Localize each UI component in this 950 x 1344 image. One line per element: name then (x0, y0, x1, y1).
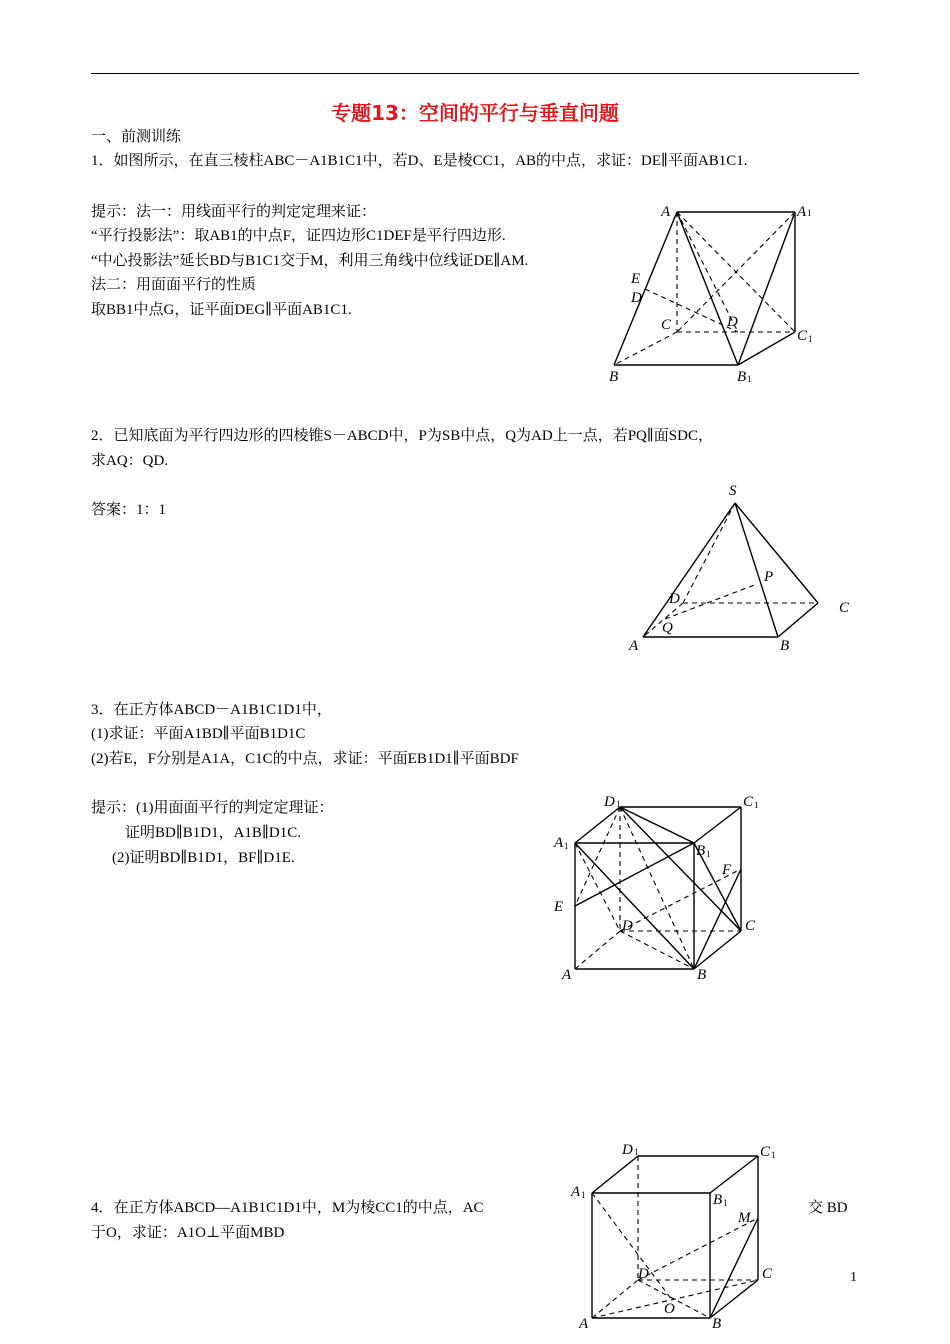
problem-3-hint-line: 提示：(1)用面面平行的判定定理证： (91, 800, 334, 816)
label-F: F (722, 862, 732, 878)
label-A1: A (797, 204, 807, 220)
problem-1-hint-line: 取BB1中点G，证平面DEG∥平面AB1C1. (91, 302, 352, 318)
label-B1: B (696, 843, 706, 859)
problem-3-question-line: (1)求证：平面A1BD∥平面B1D1C (91, 726, 306, 742)
label-Q: Q (662, 620, 673, 636)
label-C1: C (760, 1144, 771, 1160)
problem-1-hint-line: “中心投影法”延长BD与B1C1交于M，利用三角线中位线证DE∥AM. (91, 253, 529, 269)
label-sub: 1 (616, 799, 621, 809)
label-C: C (762, 1266, 773, 1282)
label-sub: 1 (723, 1198, 728, 1208)
label-sub: 1 (771, 1150, 776, 1160)
problem-1-question: 1．如图所示，在直三棱柱ABC－A1B1C1中，若D、E是棱CC1，AB的中点，求证：DE∥平面AB1C1. (91, 153, 748, 169)
label-B: B (697, 967, 707, 983)
problem-3-question-line: (2)若E，F分别是A1A，C1C的中点，求证：平面EB1D1∥平面BDF (91, 751, 519, 767)
label-D: D (638, 1266, 649, 1282)
problem-1-hint-line: 法二：用面面平行的性质 (91, 277, 257, 293)
label-S: S (729, 483, 737, 499)
problem-1-hint-line: “平行投影法”：取AB1的中点F，证四边形C1DEF是平行四边形. (91, 228, 506, 244)
figure-1-prism (609, 204, 813, 385)
label-M: M (738, 1210, 751, 1226)
label-sub: 1 (706, 849, 711, 859)
label-A1: A (554, 835, 564, 851)
problem-3-hint-line: 证明BD∥B1D1，A1B∥D1C. (125, 825, 301, 841)
label-E: E (554, 899, 564, 915)
label-P: P (764, 569, 774, 585)
figure-3-cube (553, 794, 759, 983)
label-B: B (712, 1316, 722, 1332)
problem-2-question-line: 求AQ：QD. (91, 453, 169, 469)
label-sub: 1 (807, 208, 812, 218)
label-sub: 1 (564, 841, 569, 851)
label-D: D (669, 591, 680, 607)
label-B: B (609, 369, 619, 385)
problem-4-question-part: 交 BD (808, 1200, 848, 1216)
label-C: C (745, 918, 756, 934)
page-number: 1 (850, 1270, 857, 1285)
label-sub: 1 (634, 1147, 639, 1157)
label-D: D (631, 290, 642, 306)
label-D: D (622, 918, 633, 934)
problem-2-answer: 答案：1：1 (91, 502, 167, 518)
label-sub: 1 (754, 800, 759, 810)
section-heading: 一、前测训练 (91, 129, 182, 145)
figure-2-pyramid (628, 483, 850, 654)
problem-4-question-part: 于O，求证：A1O⊥平面MBD (91, 1225, 285, 1241)
label-A: A (629, 638, 639, 654)
label-D-inner: D (727, 314, 738, 330)
label-A1: A (571, 1184, 581, 1200)
label-O: O (664, 1301, 675, 1317)
problem-3-hint-line: (2)证明BD∥B1D1，BF∥D1E. (112, 850, 295, 866)
label-B1: B (737, 369, 747, 385)
problem-4-question-part: 4．在正方体ABCD—A1B1C1D1中，M为棱CC1的中点，AC (91, 1200, 484, 1216)
label-A: A (562, 967, 572, 983)
label-sub: 1 (808, 334, 813, 344)
label-sub: 1 (581, 1190, 586, 1200)
label-sub: 1 (747, 374, 752, 384)
label-C: C (839, 600, 850, 616)
label-C: C (661, 317, 672, 333)
label-A: A (579, 1316, 589, 1332)
page-title: 专题13：空间的平行与垂直问题 (331, 101, 619, 125)
figure-4-cube (570, 1142, 776, 1332)
problem-1-hint-line: 提示：法一：用线面平行的判定定理来证： (91, 204, 377, 220)
label-D1: D (622, 1142, 633, 1158)
label-C1: C (797, 328, 808, 344)
label-E: E (631, 271, 641, 287)
problem-2-question-line: 2．已知底面为平行四边形的四棱锥S－ABCD中，P为SB中点，Q为AD上一点，若PQ∥面SDC， (91, 428, 713, 444)
label-C1: C (743, 794, 754, 810)
problem-3-question-line: 3．在正方体ABCD－A1B1C1D1中， (91, 702, 332, 718)
label-B1: B (713, 1192, 723, 1208)
label-D1: D (604, 794, 615, 810)
label-A: A (661, 204, 671, 220)
label-B: B (780, 638, 790, 654)
